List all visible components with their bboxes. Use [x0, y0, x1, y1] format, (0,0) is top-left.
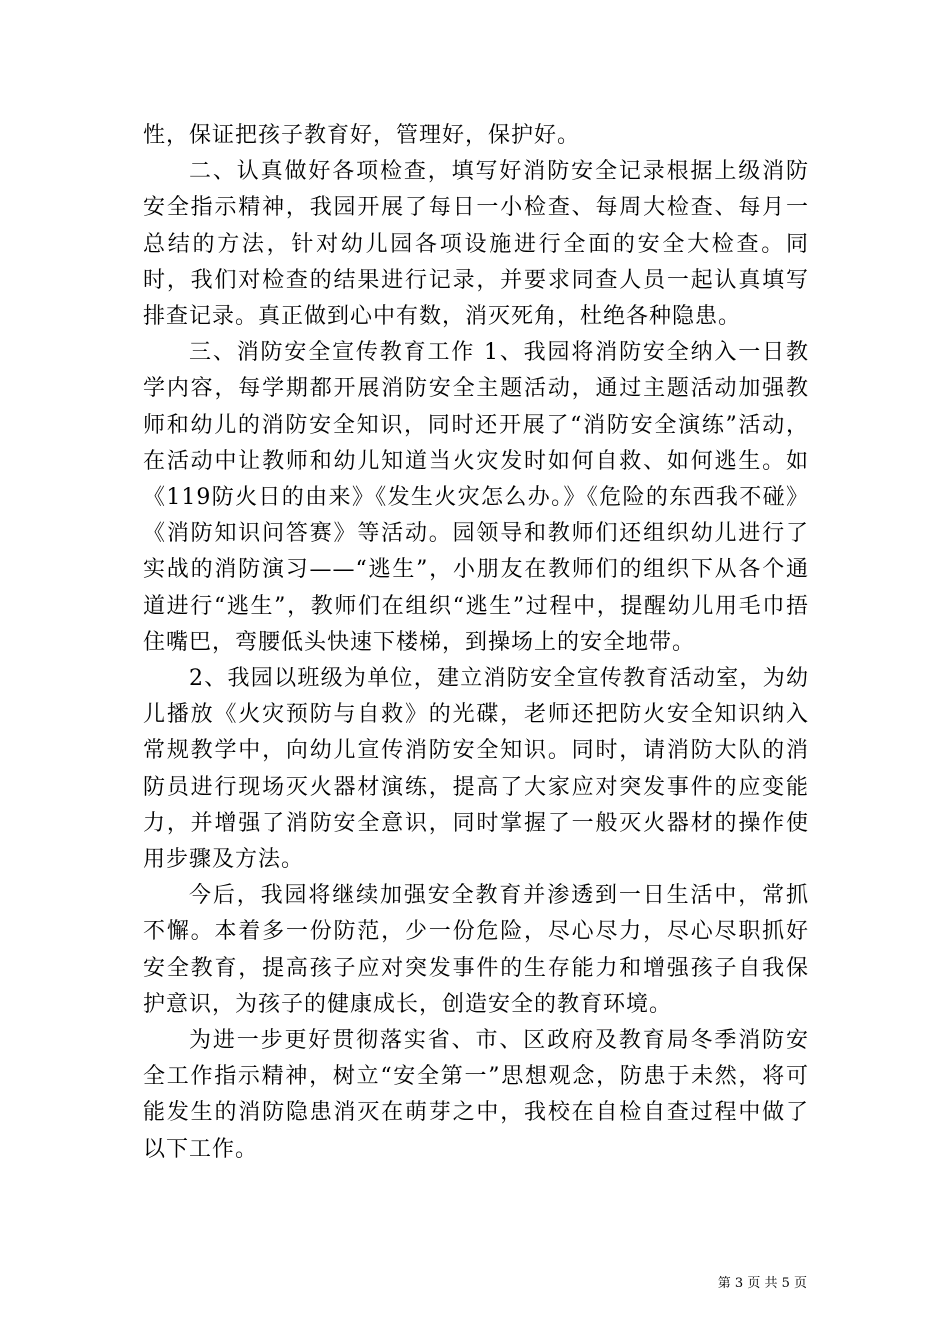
paragraph-future: 今后，我园将继续加强安全教育并渗透到一日生活中，常抓不懈。本着多一份防范，少一份危险，尽心尽力，尽心尽职抓好安全教育，提高孩子应对突发事件的生存能力和增强孩子自我保护意识，为孩子的健康成长，创造安全的教育环境。 — [143, 883, 809, 1017]
paragraph-activity-room: 2、我园以班级为单位，建立消防安全宣传教育活动室，为幼儿播放《火灾预防与自救》的光碟，老师还把防火安全知识纳入常规教学中，向幼儿宣传消防安全知识。同时，请消防大队的消防员进行现场灭火器材演练，提高了大家应对突发事件的应变能力，并增强了消防安全意识，同时掌握了一般灭火器材的操作使用步骤及方法。 — [143, 666, 809, 873]
paragraph-winter-safety: 为进一步更好贯彻落实省、市、区政府及教育局冬季消防安全工作指示精神，树立“安全第一”思想观念，防患于未然，将可能发生的消防隐患消灭在萌芽之中，我校在自检自查过程中做了以下工作。 — [143, 1028, 809, 1162]
document-body — [143, 118, 809, 1168]
page-number: 第 3 页 共 5 页 — [717, 1276, 807, 1291]
paragraph-inspection: 二、认真做好各项检查，填写好消防安全记录根据上级消防安全指示精神，我园开展了每日一小检查、每周大检查、每月一总结的方法，针对幼儿园各项设施进行全面的安全大检查。同时，我们对检查的结果进行记录，并要求同查人员一起认真填写排查记录。真正做到心中有数，消灭死角，杜绝各种隐患。 — [143, 159, 809, 330]
paragraph-education: 三、消防安全宣传教育工作 1、我园将消防安全纳入一日教学内容，每学期都开展消防安全主题活动，通过主题活动加强教师和幼儿的消防安全知识，同时还开展了“消防安全演练”活动，在活动中让教师和幼儿知道当火灾发时如何自救、如何逃生。如《119防火日的由来》《发生火灾怎么办。》《危险的东西我不碰》《消防知识问答赛》等活动。园领导和教师们还组织幼儿进行了实战的消防演习——“逃生”，小朋友在教师们的组织下从各个通道进行“逃生”，教师们在组织“逃生”过程中，提醒幼儿用毛巾捂住嘴巴，弯腰低头快速下楼梯，到操场上的安全地带。 — [143, 340, 809, 655]
paragraph-continuation: 性，保证把孩子教育好，管理好，保护好。 — [143, 123, 581, 148]
